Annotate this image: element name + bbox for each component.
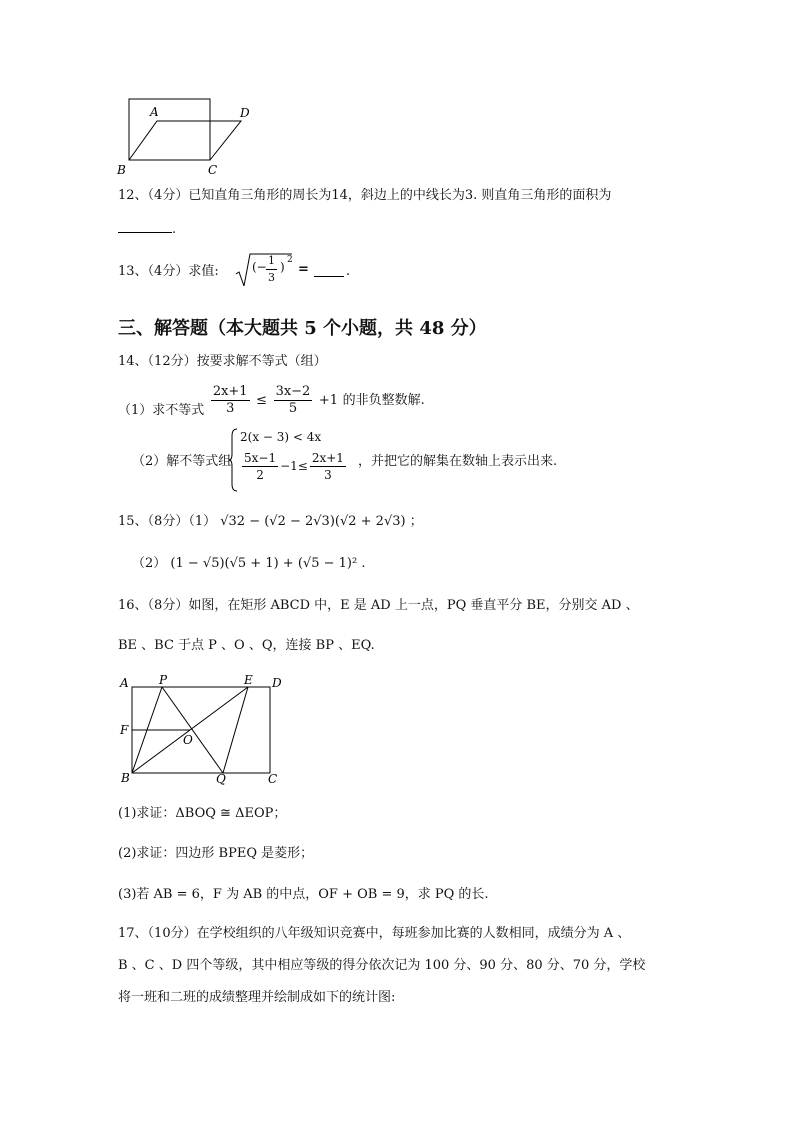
q12-tail: .: [172, 222, 177, 237]
label-D: D: [272, 676, 282, 690]
frac3-den: 2: [256, 468, 264, 482]
frac1-den: 3: [226, 401, 235, 416]
leq-sign: ≤: [256, 393, 268, 408]
question-16-line2: BE 、BC 于点 P 、O 、Q，连接 BP 、EQ.: [118, 638, 375, 653]
label-B: B: [117, 163, 126, 177]
fraction-one-third: [266, 253, 277, 286]
figure-rectangle-parallelogram: [112, 94, 272, 180]
equals-sign: =: [298, 262, 309, 277]
q15-expr-1: √32 − (√2 − 2√3)(√2 + 2√3): [220, 514, 406, 529]
label-B: B: [121, 771, 130, 785]
fraction-3: [242, 450, 278, 483]
answer-blank: [314, 264, 344, 277]
frac4-num: 2x+1: [311, 451, 344, 465]
q15-expr-2: (1 − √5)(√5 + 1) + (√5 − 1)²: [170, 556, 358, 571]
frac-num: 1: [266, 253, 277, 270]
system-line-1: 2(x − 3) < 4x: [240, 430, 322, 444]
frac3-num: 5x−1: [244, 451, 277, 465]
question-17-line2: B 、C 、D 四个等级，其中相应等级的得分依次记为 100 分、90 分、80 分、70 分，学校: [118, 958, 646, 973]
question-17-line1: 17、（10分）在学校组织的八年级知识竞赛中，每班参加比赛的人数相同，成绩分为 A 、: [118, 926, 631, 941]
fraction-4: [310, 450, 346, 483]
q15-prefix-2: （2）: [132, 556, 167, 571]
question-15-part2: [132, 556, 365, 572]
question-13: [118, 254, 351, 292]
fraction-1: [211, 384, 250, 417]
system-line-2: [240, 450, 348, 483]
question-16-sub1: (1)求证：ΔBOQ ≅ ΔEOP；: [118, 806, 287, 821]
label-D: D: [240, 106, 250, 120]
q12-text: 12、（4分）已知直角三角形的周长为14，斜边上的中线长为3. 则直角三角形的面积为: [118, 188, 612, 203]
exponent: 2: [287, 255, 293, 265]
p2-tail: ，并把它的解集在数轴上表示出来.: [358, 454, 558, 469]
label-F: F: [120, 723, 129, 737]
question-14-head: 14、（12分）按要求解不等式（组）: [118, 354, 327, 369]
question-12: [118, 188, 611, 204]
question-16-sub3: (3)若 AB = 6，F 为 AB 的中点，OF + OB = 9，求 PQ 的长.: [118, 887, 489, 902]
frac2-num: 3x−2: [275, 384, 311, 399]
figure-rectangle-abcd: [116, 672, 286, 788]
section-title: 三、解答题（本大题共 5 个小题，共 48 分）: [118, 318, 487, 339]
question-14-part1: [118, 384, 425, 420]
plus-one: +1: [318, 393, 339, 408]
label-P: P: [159, 673, 168, 687]
question-15-part1: [118, 514, 423, 530]
question-12-answer: [118, 220, 176, 238]
label-A: A: [120, 676, 129, 690]
label-A: A: [150, 105, 159, 119]
frac-den: 3: [268, 271, 275, 284]
q15-prefix: 15、（8分）（1）: [118, 514, 217, 529]
question-16-line1: 16、（8分）如图，在矩形 ABCD 中，E 是 AD 上一点，PQ 垂直平分 BE，分别交 AD 、: [118, 598, 639, 613]
question-17-line3: 将一班和二班的成绩整理并绘制成如下的统计图:: [118, 990, 396, 1005]
q15-tail-2: .: [361, 556, 366, 571]
label-C: C: [208, 163, 218, 177]
frac1-num: 2x+1: [212, 384, 248, 399]
label-E: E: [244, 673, 253, 687]
label-O: O: [183, 733, 193, 747]
sqrt-open: (−: [252, 260, 267, 274]
q13-tail: .: [346, 264, 351, 279]
question-16-sub2: (2)求证：四边形 BPEQ 是菱形；: [118, 846, 314, 861]
frac4-den: 3: [324, 468, 332, 482]
p2-prefix: （2）解不等式组: [132, 454, 232, 469]
q15-tail-1: ；: [409, 514, 423, 529]
brace-icon: [228, 428, 238, 492]
label-C: C: [268, 772, 278, 786]
p1-prefix: （1）求不等式: [118, 403, 205, 418]
frac2-den: 5: [288, 401, 298, 416]
minus-one-leq: −1≤: [280, 459, 308, 473]
label-Q: Q: [216, 772, 226, 786]
answer-blank: [118, 220, 172, 233]
q13-text: 13、（4分）求值:: [118, 264, 219, 279]
p1-tail: 的非负整数解.: [342, 393, 425, 408]
fraction-2: [274, 384, 313, 417]
sqrt-close: ): [280, 260, 285, 274]
